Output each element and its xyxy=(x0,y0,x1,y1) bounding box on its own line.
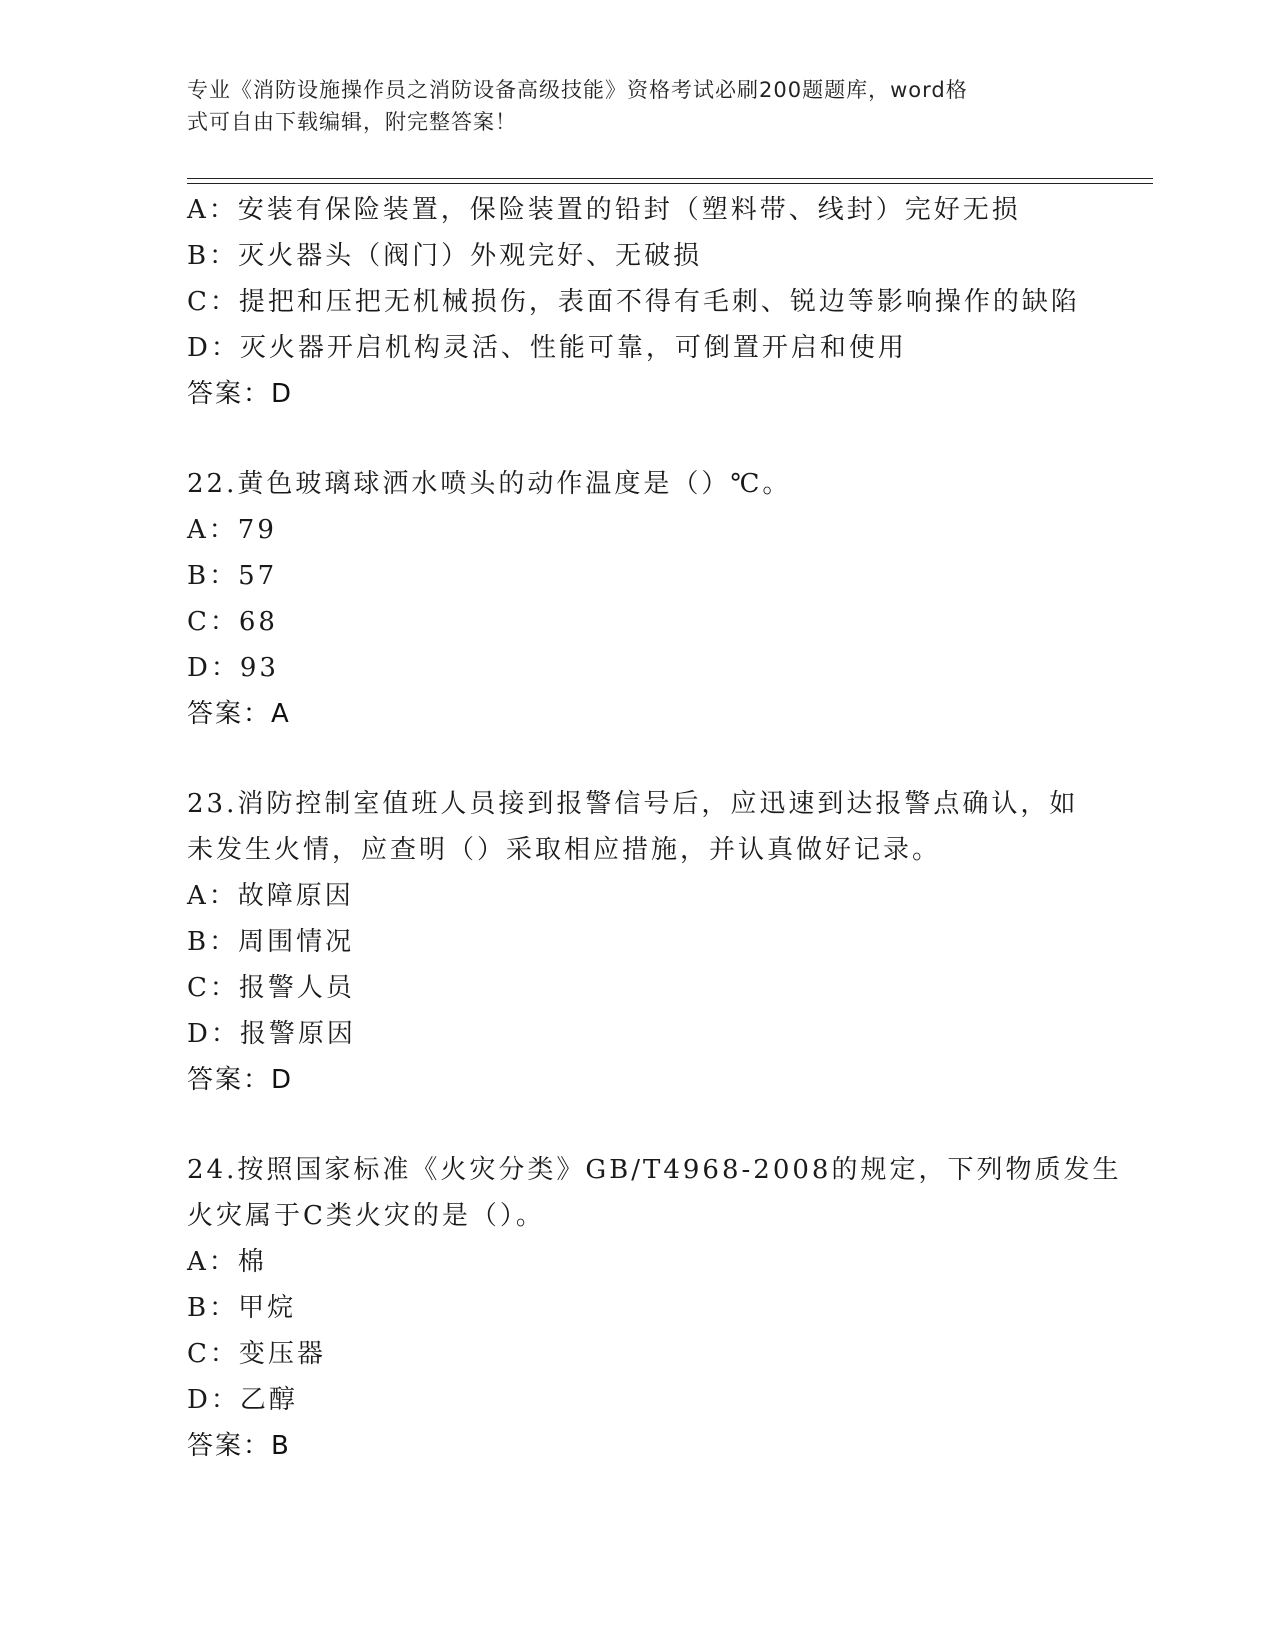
stem-line-1: 24.按照国家标准《火灾分类》GB/T4968-2008的规定，下列物质发生 xyxy=(187,1155,1122,1185)
option-d: D：乙醇 xyxy=(187,1385,298,1415)
option-d: D：灭火器开启机构灵活、性能可靠，可倒置开启和使用 xyxy=(187,333,907,363)
option-a: A：故障原因 xyxy=(187,881,354,911)
option-c: C：68 xyxy=(187,607,278,637)
header-line-2: 式可自由下载编辑，附完整答案！ xyxy=(187,110,517,134)
option-a: A：棉 xyxy=(187,1247,267,1277)
option-b: B：灭火器头（阀门）外观完好、无破损 xyxy=(187,241,703,271)
answer-line: 答案：A xyxy=(187,699,291,729)
answer-line: 答案：D xyxy=(187,1065,294,1095)
question-list xyxy=(187,187,1122,1469)
stem-line-1: 23.消防控制室值班人员接到报警信号后，应迅速到达报警点确认，如 xyxy=(187,789,1079,819)
header-divider-top xyxy=(187,178,1153,179)
option-d: D：93 xyxy=(187,653,279,683)
question-carryover xyxy=(187,187,1087,417)
question-stem xyxy=(187,1147,1122,1239)
stem-line-2: 未发生火情，应查明（）采取相应措施，并认真做好记录。 xyxy=(187,835,942,865)
header-line-1: 专业《消防设施操作员之消防设备高级技能》资格考试必刷200题题库，word格 xyxy=(187,78,968,102)
option-c: C：提把和压把无机械损伤，表面不得有毛刺、锐边等影响操作的缺陷 xyxy=(187,287,1080,317)
option-d: D：报警原因 xyxy=(187,1019,356,1049)
option-c: C：报警人员 xyxy=(187,973,355,1003)
stem-line-1: 22.黄色玻璃球洒水喷头的动作温度是（）℃。 xyxy=(187,469,792,499)
option-a: A：79 xyxy=(187,515,277,545)
option-c: C：变压器 xyxy=(187,1339,326,1369)
document-header xyxy=(187,74,1077,138)
answer-line: 答案：D xyxy=(187,379,294,409)
option-a: A：安装有保险装置，保险装置的铅封（塑料带、线封）完好无损 xyxy=(187,195,1021,225)
option-b: B：周围情况 xyxy=(187,927,355,957)
question-24 xyxy=(187,1147,1122,1469)
stem-line-2: 火灾属于C类火灾的是（）。 xyxy=(187,1201,545,1231)
question-22 xyxy=(187,461,1087,737)
option-b: B：57 xyxy=(187,561,278,591)
question-23 xyxy=(187,781,1087,1103)
header-divider-bottom xyxy=(187,183,1153,184)
option-b: B：甲烷 xyxy=(187,1293,297,1323)
answer-line: 答案：B xyxy=(187,1431,291,1461)
question-stem xyxy=(187,781,1087,873)
question-stem xyxy=(187,461,1087,507)
